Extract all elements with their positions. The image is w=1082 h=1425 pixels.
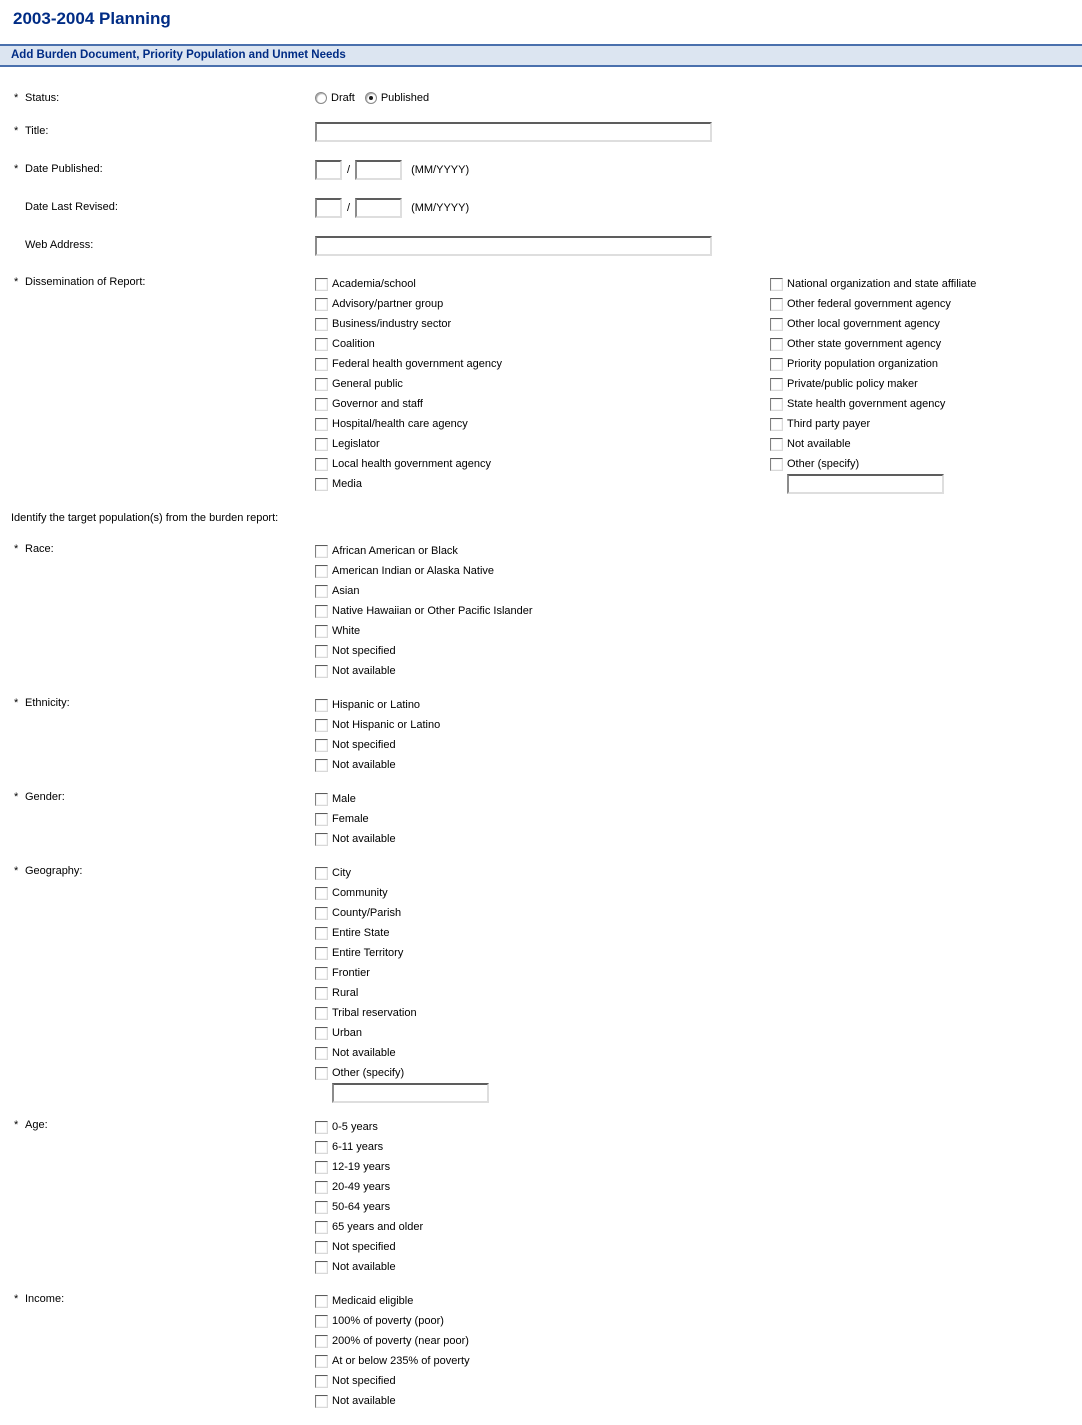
checkbox-option-label: National organization and state affiliate — [787, 278, 977, 290]
checkbox-option-row — [315, 923, 1082, 943]
checkbox-option-row — [315, 1157, 1082, 1177]
checkbox-option-row — [315, 863, 1082, 883]
checkbox-option-row — [315, 809, 1082, 829]
checkbox[interactable] — [770, 338, 783, 351]
checkbox[interactable] — [315, 1261, 328, 1274]
checkbox-option-label: At or below 235% of poverty — [332, 1355, 470, 1367]
checkbox-option-label: Not specified — [332, 1241, 396, 1253]
checkbox-option-label: Federal health government agency — [332, 358, 502, 370]
checkbox[interactable] — [315, 987, 328, 1000]
checkbox-option-row — [315, 1291, 1082, 1311]
checkbox-option-label: Female — [332, 813, 369, 825]
checkbox-option-label: Other local government agency — [787, 318, 940, 330]
checkbox-option-row — [770, 434, 1082, 454]
checkbox[interactable] — [315, 833, 328, 846]
checkbox[interactable] — [315, 645, 328, 658]
title-label-text: Title: — [25, 125, 49, 137]
checkbox-option-label: Legislator — [332, 438, 380, 450]
checkbox-option-row — [770, 394, 1082, 414]
race-label-text: Race: — [25, 543, 54, 555]
checkbox-option-label: Not available — [332, 1047, 396, 1059]
checkbox-option-row — [770, 314, 1082, 334]
checkbox-option-row — [770, 334, 1082, 354]
section-header-title: Add Burden Document, Priority Population and Unmet Needs — [11, 49, 346, 61]
checkbox-option-row — [770, 354, 1082, 374]
checkbox-option-label: Not specified — [332, 1375, 396, 1387]
date-published-month-input[interactable] — [315, 160, 342, 180]
checkbox[interactable] — [770, 358, 783, 371]
checkbox[interactable] — [315, 1201, 328, 1214]
checkbox-option-label: General public — [332, 378, 403, 390]
income-row — [14, 1291, 1082, 1411]
checkbox-option-label: Tribal reservation — [332, 1007, 417, 1019]
checkbox-option-label: Not available — [787, 438, 851, 450]
checkbox-option-label: Frontier — [332, 967, 370, 979]
checkbox-option-row — [315, 1391, 1082, 1411]
checkbox-option-row — [315, 1311, 1082, 1331]
required-asterisk: * — [14, 791, 19, 803]
race-label — [14, 541, 315, 555]
checkbox[interactable] — [315, 358, 328, 371]
age-label — [14, 1117, 315, 1131]
checkbox-option-label: Entire Territory — [332, 947, 404, 959]
checkbox-option-label: 65 years and older — [332, 1221, 424, 1233]
checkbox-option-label: Not available — [332, 1395, 396, 1407]
checkbox-option-row — [315, 1177, 1082, 1197]
checkbox-option-row — [315, 963, 1082, 983]
burden-document-form — [0, 67, 1082, 494]
checkbox-option-label: 50-64 years — [332, 1201, 391, 1213]
checkbox[interactable] — [315, 719, 328, 732]
checkbox-option-label: 6-11 years — [332, 1141, 384, 1153]
checkbox[interactable] — [315, 1221, 328, 1234]
checkbox[interactable] — [770, 398, 783, 411]
checkbox[interactable] — [315, 739, 328, 752]
checkbox-option-row — [315, 1063, 1082, 1083]
geography-label — [14, 863, 315, 877]
title-row — [14, 122, 1082, 142]
checkbox[interactable] — [315, 1027, 328, 1040]
checkbox-option-label: Other state government agency — [787, 338, 942, 350]
checkbox[interactable] — [315, 318, 328, 331]
title-label — [14, 122, 315, 137]
checkbox[interactable] — [770, 458, 783, 471]
checkbox-option-label: Rural — [332, 987, 359, 999]
checkbox-option-row — [315, 943, 1082, 963]
checkbox-option-row — [315, 1023, 1082, 1043]
checkbox-option-label: Academia/school — [332, 278, 416, 290]
checkbox[interactable] — [315, 1395, 328, 1408]
planning-page — [0, 9, 1082, 1411]
checkbox-option-row — [315, 755, 1082, 775]
checkbox-option-label: Hispanic or Latino — [332, 699, 421, 711]
checkbox-option-row — [770, 454, 1082, 474]
checkbox-option-row — [315, 903, 1082, 923]
checkbox-option-label: 0-5 years — [332, 1121, 378, 1133]
date-published-row — [14, 160, 1082, 180]
checkbox-option-row — [315, 695, 1082, 715]
section-header-bar — [0, 44, 1082, 67]
status-radio-published-label: Published — [380, 92, 430, 104]
date-published-format-hint: (MM/YYYY) — [411, 164, 470, 176]
checkbox-option-label: 12-19 years — [332, 1161, 391, 1173]
checkbox-option-label: Business/industry sector — [332, 318, 452, 330]
checkbox-option-row — [315, 661, 1082, 681]
checkbox[interactable] — [315, 458, 328, 471]
checkbox[interactable] — [770, 278, 783, 291]
checkbox-option-row — [770, 374, 1082, 394]
checkbox-option-label: White — [332, 625, 361, 637]
status-label-text: Status: — [25, 92, 60, 104]
checkbox[interactable] — [770, 318, 783, 331]
checkbox-option-row — [315, 1217, 1082, 1237]
checkbox-option-row — [315, 621, 1082, 641]
checkbox[interactable] — [315, 887, 328, 900]
checkbox[interactable] — [315, 813, 328, 826]
date-last-revised-month-input[interactable] — [315, 198, 342, 218]
checkbox[interactable] — [315, 298, 328, 311]
checkbox[interactable] — [315, 1141, 328, 1154]
checkbox-option-row — [315, 474, 770, 494]
gender-label-text: Gender: — [25, 791, 65, 803]
checkbox-option-row — [315, 1137, 1082, 1157]
target-population-form — [0, 541, 1082, 1411]
ethnicity-label — [14, 695, 315, 709]
checkbox-option-label: Community — [332, 887, 388, 899]
income-checkbox-list — [315, 1291, 1082, 1411]
checkbox-option-label: African American or Black — [332, 545, 458, 557]
checkbox-option-label: 200% of poverty (near poor) — [332, 1335, 469, 1347]
dissemination-checkbox-list-col2 — [770, 274, 1082, 474]
checkbox[interactable] — [315, 585, 328, 598]
date-published-year-input[interactable] — [355, 160, 402, 180]
checkbox-option-row — [315, 1197, 1082, 1217]
checkbox-option-row — [315, 641, 1082, 661]
checkbox[interactable] — [315, 378, 328, 391]
status-row — [14, 89, 1082, 104]
checkbox[interactable] — [770, 378, 783, 391]
required-asterisk: * — [14, 1293, 19, 1305]
checkbox-option-row — [315, 394, 770, 414]
checkbox[interactable] — [315, 1335, 328, 1348]
checkbox[interactable] — [315, 1315, 328, 1328]
checkbox[interactable] — [315, 278, 328, 291]
checkbox-option-row — [315, 454, 770, 474]
geography-row — [14, 863, 1082, 1103]
web-address-label-text: Web Address: — [25, 239, 94, 251]
age-row — [14, 1117, 1082, 1277]
geography-checkbox-list — [315, 863, 1082, 1083]
checkbox-option-row — [315, 601, 1082, 621]
checkbox[interactable] — [315, 1007, 328, 1020]
geography-other-specify-input[interactable] — [332, 1083, 489, 1103]
checkbox[interactable] — [770, 438, 783, 451]
checkbox-option-label: Private/public policy maker — [787, 378, 918, 390]
checkbox[interactable] — [315, 967, 328, 980]
checkbox-option-label: Native Hawaiian or Other Pacific Islander — [332, 605, 533, 617]
status-radio-group — [315, 89, 1082, 104]
dissemination-checkbox-list-col1 — [315, 274, 770, 494]
ethnicity-label-text: Ethnicity: — [25, 697, 70, 709]
checkbox-option-label: American Indian or Alaska Native — [332, 565, 495, 577]
date-published-label-text: Date Published: — [25, 163, 103, 175]
checkbox[interactable] — [315, 1181, 328, 1194]
checkbox-option-label: State health government agency — [787, 398, 946, 410]
checkbox-option-row — [315, 983, 1082, 1003]
checkbox-option-label: Medicaid eligible — [332, 1295, 414, 1307]
checkbox-option-row — [315, 1003, 1082, 1023]
checkbox[interactable] — [315, 418, 328, 431]
required-asterisk: * — [14, 1119, 19, 1131]
checkbox[interactable] — [315, 1295, 328, 1308]
dissemination-label-text: Dissemination of Report: — [25, 276, 146, 288]
checkbox-option-row — [315, 274, 770, 294]
checkbox[interactable] — [315, 759, 328, 772]
checkbox[interactable] — [315, 338, 328, 351]
required-asterisk: * — [14, 697, 19, 709]
checkbox[interactable] — [315, 1375, 328, 1388]
page-title: 2003-2004 Planning — [13, 9, 171, 28]
checkbox[interactable] — [315, 565, 328, 578]
checkbox[interactable] — [315, 438, 328, 451]
required-asterisk: * — [14, 543, 19, 555]
checkbox-option-label: Hospital/health care agency — [332, 418, 468, 430]
required-asterisk: * — [14, 92, 19, 104]
required-asterisk: * — [14, 125, 19, 137]
checkbox-option-label: Other federal government agency — [787, 298, 951, 310]
checkbox[interactable] — [315, 947, 328, 960]
status-radio-draft-label: Draft — [331, 92, 355, 104]
checkbox-option-label: Male — [332, 793, 356, 805]
checkbox-option-label: Other (specify) — [787, 458, 860, 470]
checkbox-option-row — [770, 294, 1082, 314]
required-asterisk: * — [14, 865, 19, 877]
checkbox-option-row — [315, 1043, 1082, 1063]
web-address-row — [14, 236, 1082, 256]
checkbox-option-row — [315, 715, 1082, 735]
checkbox-option-label: Priority population organization — [787, 358, 939, 370]
checkbox-option-row — [315, 434, 770, 454]
status-radio-published[interactable] — [365, 92, 377, 104]
dissemination-label — [14, 274, 315, 288]
checkbox-option-label: Media — [332, 478, 362, 490]
checkbox-option-label: Urban — [332, 1027, 362, 1039]
checkbox-option-row — [315, 334, 770, 354]
checkbox-option-label: Not available — [332, 833, 396, 845]
date-published-label — [14, 160, 315, 175]
checkbox-option-row — [315, 414, 770, 434]
checkbox-option-label: 20-49 years — [332, 1181, 391, 1193]
checkbox[interactable] — [315, 907, 328, 920]
checkbox[interactable] — [315, 867, 328, 880]
checkbox-option-row — [315, 314, 770, 334]
checkbox-option-row — [315, 561, 1082, 581]
checkbox-option-row — [315, 1257, 1082, 1277]
checkbox-option-row — [315, 354, 770, 374]
checkbox-option-label: City — [332, 867, 351, 879]
checkbox-option-label: Advisory/partner group — [332, 298, 444, 310]
title-input[interactable] — [315, 122, 712, 142]
web-address-label — [14, 236, 315, 251]
date-last-revised-year-input[interactable] — [355, 198, 402, 218]
checkbox-option-row — [315, 1351, 1082, 1371]
date-separator: / — [347, 164, 351, 176]
checkbox[interactable] — [770, 418, 783, 431]
age-checkbox-list — [315, 1117, 1082, 1277]
checkbox[interactable] — [315, 398, 328, 411]
checkbox-option-label: Governor and staff — [332, 398, 423, 410]
race-row — [14, 541, 1082, 681]
checkbox[interactable] — [315, 1161, 328, 1174]
checkbox-option-row — [315, 735, 1082, 755]
geography-label-text: Geography: — [25, 865, 83, 877]
checkbox[interactable] — [315, 1047, 328, 1060]
checkbox[interactable] — [315, 1355, 328, 1368]
checkbox[interactable] — [315, 927, 328, 940]
checkbox-option-row — [315, 374, 770, 394]
checkbox-option-row — [315, 581, 1082, 601]
checkbox-option-row — [315, 883, 1082, 903]
ethnicity-checkbox-list — [315, 695, 1082, 775]
status-label — [14, 89, 315, 104]
checkbox-option-label: Not available — [332, 1261, 396, 1273]
web-address-input[interactable] — [315, 236, 712, 256]
checkbox-option-row — [315, 294, 770, 314]
checkbox-option-row — [315, 541, 1082, 561]
date-separator: / — [347, 202, 351, 214]
checkbox-option-label: Asian — [332, 585, 360, 597]
gender-row — [14, 789, 1082, 849]
checkbox-option-row — [315, 1371, 1082, 1391]
checkbox-option-row — [315, 1117, 1082, 1137]
checkbox-option-label: Other (specify) — [332, 1067, 405, 1079]
checkbox-option-label: Not Hispanic or Latino — [332, 719, 441, 731]
checkbox-option-row — [770, 414, 1082, 434]
checkbox[interactable] — [315, 665, 328, 678]
checkbox[interactable] — [315, 1067, 328, 1080]
income-label — [14, 1291, 315, 1305]
required-asterisk: * — [14, 276, 19, 288]
gender-label — [14, 789, 315, 803]
date-last-revised-row — [14, 198, 1082, 218]
target-population-intro: Identify the target population(s) from the burden report: — [11, 512, 279, 524]
checkbox[interactable] — [315, 478, 328, 491]
checkbox-option-label: Coalition — [332, 338, 375, 350]
checkbox-option-label: 100% of poverty (poor) — [332, 1315, 444, 1327]
gender-checkbox-list — [315, 789, 1082, 849]
date-last-revised-label-text: Date Last Revised: — [25, 201, 118, 213]
date-last-revised-format-hint: (MM/YYYY) — [411, 202, 470, 214]
checkbox-option-label: County/Parish — [332, 907, 402, 919]
checkbox[interactable] — [315, 1241, 328, 1254]
checkbox[interactable] — [315, 605, 328, 618]
checkbox-option-label: Not available — [332, 665, 396, 677]
checkbox-option-row — [770, 274, 1082, 294]
checkbox[interactable] — [315, 793, 328, 806]
checkbox-option-label: Not specified — [332, 645, 396, 657]
age-label-text: Age: — [25, 1119, 48, 1131]
checkbox-option-row — [315, 829, 1082, 849]
checkbox-option-label: Not available — [332, 759, 396, 771]
required-asterisk: * — [14, 163, 19, 175]
race-checkbox-list — [315, 541, 1082, 681]
checkbox[interactable] — [315, 545, 328, 558]
checkbox[interactable] — [315, 1121, 328, 1134]
checkbox-option-label: Entire State — [332, 927, 390, 939]
checkbox-option-row — [315, 1331, 1082, 1351]
checkbox[interactable] — [770, 298, 783, 311]
checkbox-option-label: Not specified — [332, 739, 396, 751]
checkbox[interactable] — [315, 699, 328, 712]
ethnicity-row — [14, 695, 1082, 775]
dissemination-row — [14, 274, 1082, 494]
checkbox-option-row — [315, 789, 1082, 809]
income-label-text: Income: — [25, 1293, 65, 1305]
checkbox-option-label: Local health government agency — [332, 458, 491, 470]
dissemination-other-specify-input[interactable] — [787, 474, 944, 494]
checkbox-option-row — [315, 1237, 1082, 1257]
checkbox-option-label: Third party payer — [787, 418, 871, 430]
date-last-revised-label — [14, 198, 315, 213]
status-radio-draft[interactable] — [315, 92, 327, 104]
checkbox[interactable] — [315, 625, 328, 638]
